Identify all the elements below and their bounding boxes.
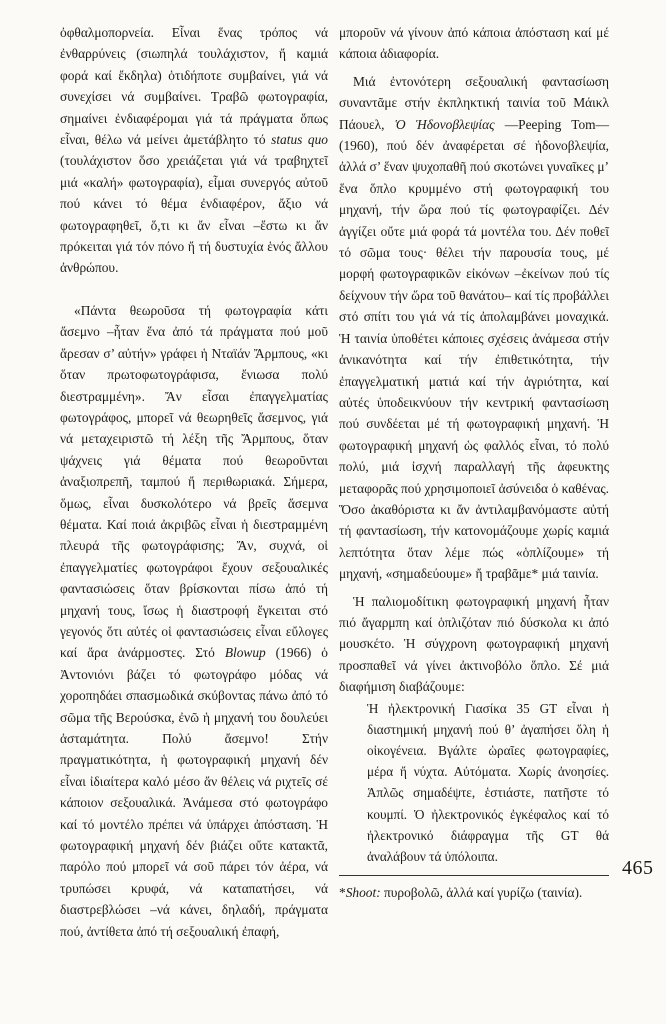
text-run: (1966) ὁ Ἀντονιόνι βάζει τό φωτογράφο μόδας νά χοροπηδάει σπασμωδικά σκύβοντας πάνω ἀπό τό σῶμα τῆς Βερούσκα, ἐνῶ ἡ μηχανή του δουλεύει ἀσταμάτητα. Πολύ ἄσεμνο! Στήν πραγματικότητα, ἡ φωτογραφική μηχανή δέν εἶναι ἰδιαίτερα καλό μέσο ἄν θέλεις νά ριχτεῖς σέ κάποιον σεξουαλικά. Ἀνάμεσα στό φωτογράφο καί τό μοντέλο πρέπει νά ὑπάρχει ἀπόσταση. Ἡ φωτογραφική μηχανή δέν βιάζει οὔτε κατακτᾶ, παρόλο πού μπορεῖ νά σοῦ πάρει τόν ἀέρα, νά τρυπώσει κρυφά, νά καταπατήσει, νά διαστρεβλώσει –νά κάνει, δηλαδή, πράγματα πού, ἀντίθετα ἀπό τή σεξουαλική ἐπαφή, [60, 645, 328, 939]
right-column [339, 22, 609, 904]
text-run: «Πάντα θεωροῦσα τή φωτογραφία κάτι ἄσεμνο –ἦταν ἕνα ἀπό τά πράγματα πού μοῦ ἄρεσαν σ’ αὐτήν» γράφει ἡ Νταϊάν Ἄρμπους, «κι ὅταν πρωτοφωτογράφισα, ἔνιωσα πολύ διεστραμμένη». Ἄν εἶσαι ἐπαγγελματίας φωτογράφος, μπορεῖ νά θεωρηθεῖς ἄσεμνος, γιά νά μεταχειριστῶ τή λέξη τῆς Ἄρμπους, ὅταν ψάχνεις γιά θέματα πού θεωροῦνται ἀναξιοπρεπῆ, ταμπού ἤ περιθωριακά. Σήμερα, ὅμως, εἶναι δυσκολότερο νά βρεῖς ἄσεμνα θέματα. Καί ποιά ἀκριβῶς εἶναι ἡ διεστραμμένη πλευρά τῆς φωτογράφισης; Ἄν, συχνά, οἱ ἐπαγγελματίες φωτογράφοι ἔχουν σεξουαλικές φαντασιώσεις ὅταν βρίσκονται πίσω ἀπό τή μηχανή τους, ἴσως ἡ διαστροφή ἔγκειται στό γεγονός ὅτι αὐτές οἱ φαντασιώσεις εἶναι εὔλογες καί ἄρα ἀνάρμοστες. Στό [60, 302, 328, 661]
italic-term: status quo [271, 132, 328, 148]
footnote-divider [339, 875, 609, 876]
page-number: 465 [622, 857, 654, 879]
film-title: Blowup [224, 645, 266, 661]
footnote [339, 882, 609, 903]
footnote-term: Shoot: [345, 885, 381, 901]
advertisement-quote: Ἡ ἠλεκτρονική Γιασίκα 35 GT εἶναι ἡ διαστημική μηχανή πού θ’ ἀγαπήσει ὅλη ἡ οἰκογένεια. Βγάλτε ὡραῖες φωτογραφίες, μέρα ἤ νύχτα. Αὐτόματα. Χωρίς ἀνοησίες. Ἁπλῶς σημαδέψτε, ἑστιάστε, πατῆστε τό κουμπί. Ὁ ἠλεκτρονικός ἐγκέφαλος καί τό ἠλεκτρονικό διάφραγμα τῆς GT θά ἀναλάβουν τά ὑπόλοιπα. [367, 700, 609, 865]
text-run: Μιά ἐντονότερη σεξουαλική φαντασίωση συναντᾶμε στήν ἐκπληκτική ταινία τοῦ Μάικλ Πάουελ, [339, 73, 609, 132]
right-paragraph-3: Ἡ παλιομοδίτικη φωτογραφική μηχανή ἦταν πιό ἄγαρμπη καί ὁπλιζόταν πιό δύσκολα κι ἀπό μουσκέτο. Ἡ σύγχρονη φωτογραφική μηχανή προσπαθεῖ νά γίνει ἀκτινοβόλο ὅπλο. Σέ μιά διαφήμιση διαβάζουμε: [339, 593, 609, 695]
film-title: Ὁ Ἡδονοβλεψίας [394, 116, 495, 132]
right-paragraph-1: μποροῦν νά γίνουν ἀπό κάποια ἀπόσταση καί μέ κάποια ἀδιαφορία. [339, 25, 609, 62]
left-paragraph-2 [60, 300, 328, 942]
left-column [60, 22, 328, 942]
footnote-text: πυροβολῶ, ἀλλά καί γυρίζω (ταινία). [384, 885, 583, 901]
text-run: —Peeping Tom— (1960), πού δέν ἀναφέρεται σέ ἡδονοβλεψία, ἀλλά σ’ ἕναν ψυχοπαθῆ πού σκοτώνει γυναῖκες μ’ ἕνα ὅπλο κρυμμένο στή φωτογραφική του μηχανή, τήν ὥρα πού τίς φωτογραφίζει. Δέν ἀγγίζει οὔτε μιά φορά τά μοντέλα του. Δέν ποθεῖ τό σῶμα τους· θέλει τήν παρουσία τους, μέ μορφή φωτογραφικῶν εἰκόνων –ἐκείνων πού τίς δείχνουν τήν ὥρα τοῦ θανάτου– καί τίς προβάλλει στό σπίτι του γιά νά τίς ἀπολαμβάνει μοναχικά. Ἡ ταινία ὑποθέτει κάποιες σχέσεις ἀνάμεσα στήν ἀνικανότητα καί τήν ἐπιθετικότητα, τήν ἐπαγγελματική ματιά καί τήν ἀγριότητα, καί αὐτές ὑποδεικνύουν τήν κεντρική φαντασίωση πού συνδέεται μέ τή φωτογραφική μηχανή. Ἡ φωτογραφική μηχανή ὡς φαλλός εἶναι, τό πολύ πολύ, μιά ἰσχνή παραλλαγή τῆς ἀφευκτης μεταφορᾶς πού χρησιμοποιεῖ ἀσύνειδα ὁ καθένας. Ὅσο ἀκαθόριστα κι ἄν ἀντιλαμβανόμαστε αὐτή τή φαντασίωση, τήν κατονομάζουμε χωρίς καμιά λεπτότητα ὅταν λέμε πώς «ὁπλίζουμε» τή μηχανή, «σημαδεύουμε» ἤ τραβᾶμε* μιά ταινία. [339, 116, 609, 582]
left-paragraph-1 [60, 22, 328, 279]
text-run: ὀφθαλμοπορνεία. Εἶναι ἕνας τρόπος νά ἐνθαρρύνεις (σιωπηλά τουλάχιστον, ἤ καμιά φορά καί ἔκδηλα) ὁτιδήποτε συμβαίνει, γιά νά συνεχίσει νά συμβαίνει. Τραβῶ φωτογραφία, σημαίνει ἐνδιαφέρομαι γιά τά πράγματα ὅπως εἶναι, θέλω νά μείνει ἀμετάβλητο τό [60, 25, 328, 148]
right-paragraph-2 [339, 71, 609, 585]
text-run: (τουλάχιστον ὅσο χρειάζεται γιά νά τραβηχτεῖ μιά «καλή» φωτογραφία), εἶμαι συνεργός αὐτοῦ πού κάνει τό θέμα ἐνδιαφέρον, ἄξιο νά φωτογραφηθεῖ, ὅ,τι κι ἄν εἶναι –ἔστω κι ἄν πρόκειται γιά τόν πόνο ἤ τή δυστυχία ἑνός ἄλλου ἀνθρώπου. [60, 153, 328, 276]
footnote-mark: * [339, 885, 346, 901]
